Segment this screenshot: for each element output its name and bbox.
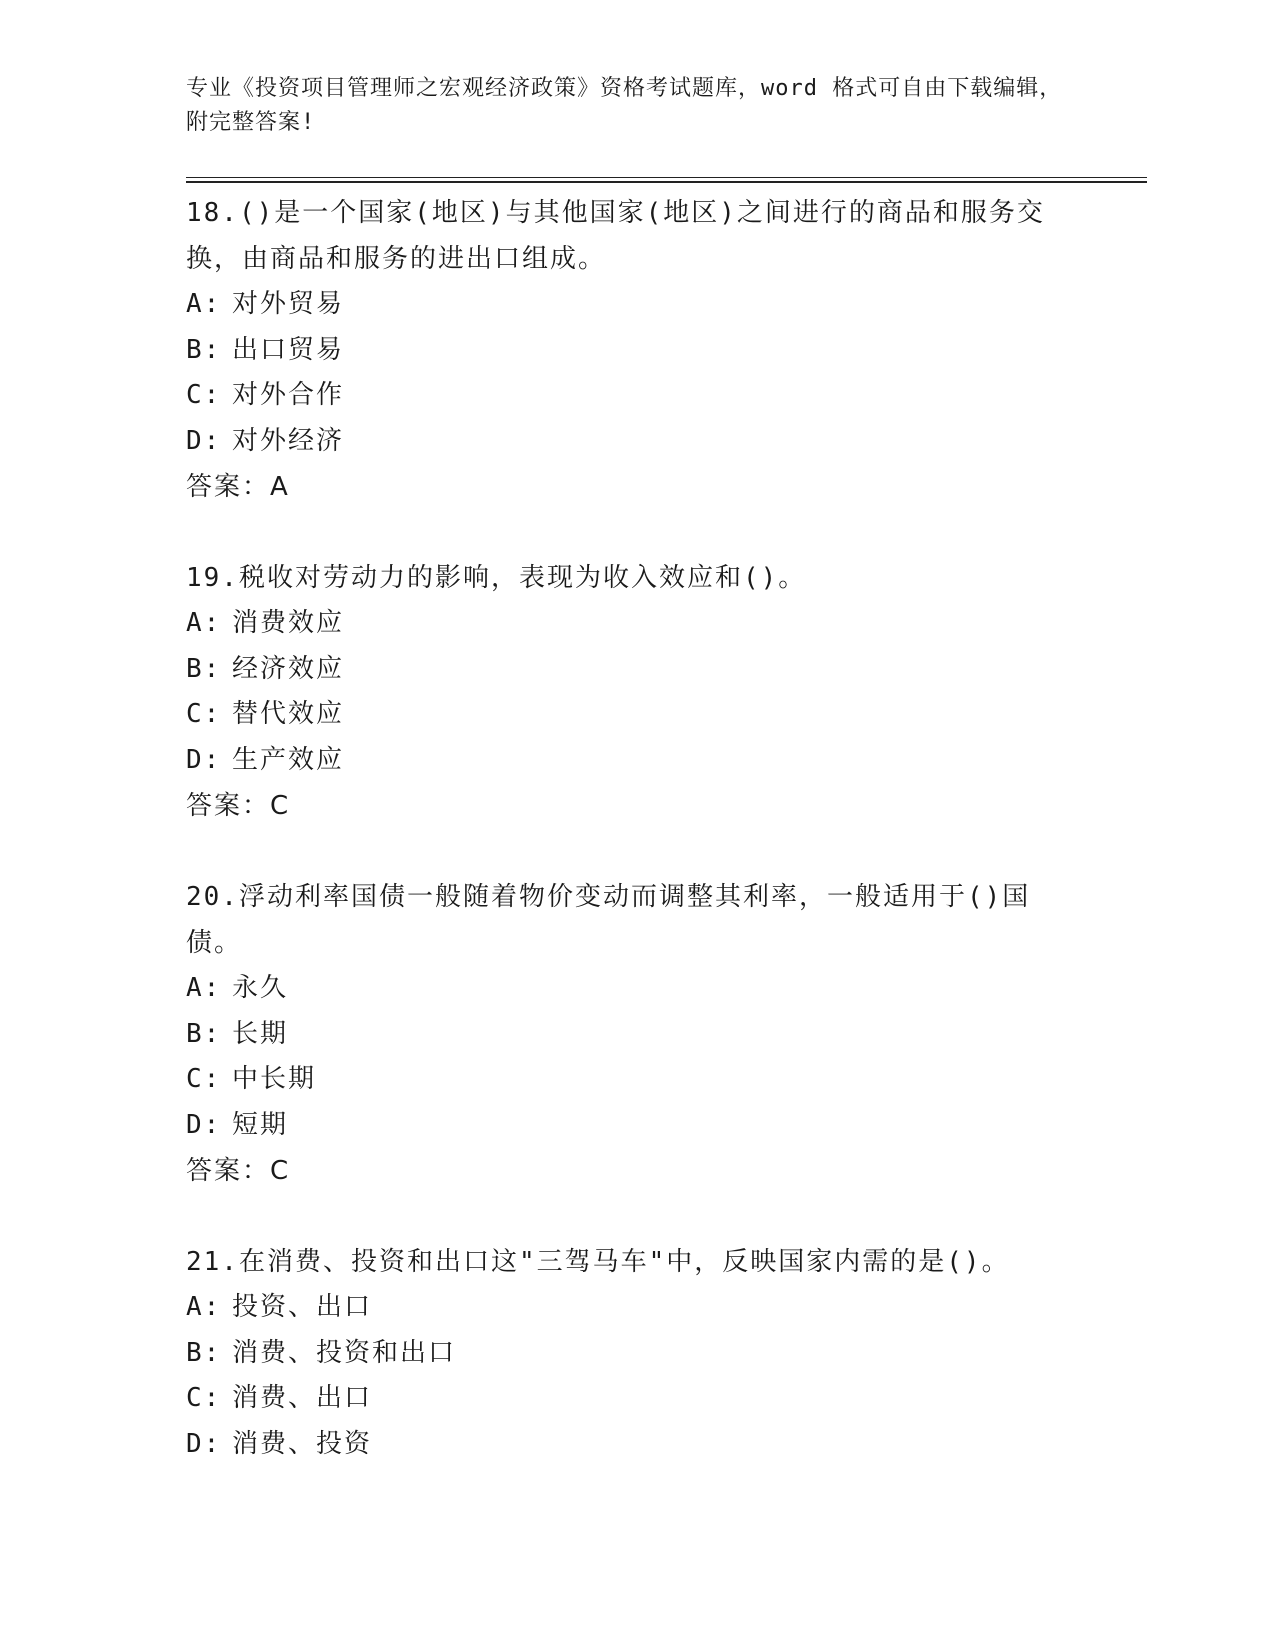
question-19: [186, 555, 1086, 829]
option-c: [186, 373, 1086, 419]
option-letter: A:: [186, 608, 222, 638]
option-letter: D:: [186, 1428, 222, 1459]
option-b: [186, 647, 1086, 693]
option-d: [186, 1422, 1086, 1468]
option-letter: B:: [186, 334, 222, 365]
option-letter: B:: [186, 653, 222, 684]
header-divider-thick: [186, 181, 1147, 183]
question-stem: 19.税收对劳动力的影响，表现为收入效应和()。: [186, 563, 807, 593]
option-letter: D:: [186, 1109, 222, 1140]
option-a: [186, 601, 1086, 647]
option-letter: A:: [186, 973, 222, 1003]
option-text: 投资、出口: [232, 1292, 373, 1322]
option-b: [186, 1331, 1086, 1377]
option-letter: D:: [186, 425, 222, 456]
question-20: [186, 874, 1086, 1194]
option-c: [186, 692, 1086, 738]
option-b: [186, 328, 1086, 374]
option-text: 消费、投资: [232, 1428, 373, 1459]
option-d: [186, 738, 1086, 784]
option-text: 替代效应: [232, 699, 345, 729]
option-text: 出口贸易: [232, 334, 345, 365]
question-list: [186, 190, 1086, 1512]
header-divider-thin: [186, 177, 1147, 178]
option-c: [186, 1057, 1086, 1103]
option-a: [186, 282, 1086, 328]
option-text: 对外贸易: [232, 289, 345, 319]
option-letter: A:: [186, 289, 222, 319]
question-stem: 18.()是一个国家(地区)与其他国家(地区)之间进行的商品和服务交换，由商品和服务的进出口组成。: [186, 198, 1045, 274]
option-letter: C:: [186, 1383, 222, 1413]
option-text: 永久: [232, 973, 289, 1003]
option-text: 生产效应: [232, 744, 345, 775]
option-letter: B:: [186, 1018, 222, 1049]
option-c: [186, 1376, 1086, 1422]
option-a: [186, 1285, 1086, 1331]
answer-line: 答案：C: [186, 1156, 291, 1186]
option-text: 消费、出口: [232, 1383, 373, 1413]
option-text: 对外经济: [232, 425, 345, 456]
option-letter: C:: [186, 699, 222, 729]
question-18: [186, 190, 1086, 510]
option-text: 对外合作: [232, 380, 345, 410]
option-text: 消费效应: [232, 608, 345, 638]
question-stem: 21.在消费、投资和出口这"三驾马车"中，反映国家内需的是()。: [186, 1247, 1010, 1277]
option-text: 经济效应: [232, 653, 345, 684]
option-letter: D:: [186, 744, 222, 775]
question-21: [186, 1239, 1086, 1467]
option-letter: A:: [186, 1292, 222, 1322]
option-text: 中长期: [232, 1064, 317, 1094]
option-d: [186, 419, 1086, 465]
document-header: 专业《投资项目管理师之宏观经济政策》资格考试题库，word 格式可自由下载编辑，附完整答案!: [186, 76, 1063, 135]
option-a: [186, 966, 1086, 1012]
option-b: [186, 1012, 1086, 1058]
option-text: 短期: [232, 1109, 289, 1140]
option-text: 消费、投资和出口: [232, 1337, 457, 1368]
option-text: 长期: [232, 1018, 289, 1049]
option-d: [186, 1103, 1086, 1149]
option-letter: B:: [186, 1337, 222, 1368]
answer-line: 答案：C: [186, 791, 291, 821]
answer-line: 答案：A: [186, 472, 290, 502]
option-letter: C:: [186, 1064, 222, 1094]
option-letter: C:: [186, 380, 222, 410]
question-stem: 20.浮动利率国债一般随着物价变动而调整其利率，一般适用于()国债。: [186, 882, 1031, 958]
